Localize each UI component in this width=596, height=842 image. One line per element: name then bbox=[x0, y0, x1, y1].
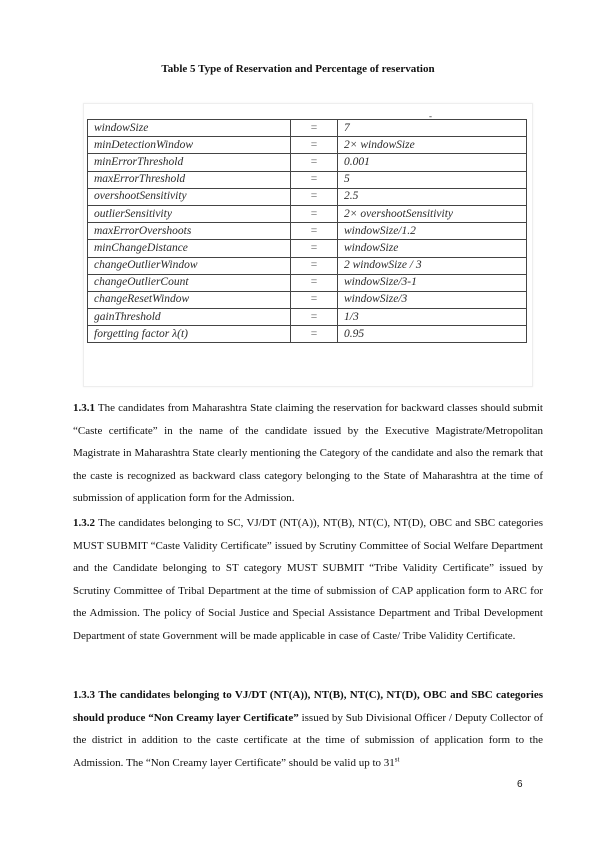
parameter-value: 5 bbox=[338, 171, 527, 188]
parameter-value: 7 bbox=[338, 120, 527, 137]
parameter-value: 2× overshootSensitivity bbox=[338, 205, 527, 222]
parameter-value: 0.95 bbox=[338, 326, 527, 343]
table-row bbox=[88, 188, 527, 205]
parameter-name: maxErrorOvershoots bbox=[88, 223, 291, 240]
equals-sign: = bbox=[291, 274, 338, 291]
parameter-value: 0.001 bbox=[338, 154, 527, 171]
parameter-table-figure bbox=[83, 103, 533, 387]
parameter-value: 1/3 bbox=[338, 309, 527, 326]
equals-sign: = bbox=[291, 154, 338, 171]
parameter-value: windowSize bbox=[338, 240, 527, 257]
table-row bbox=[88, 154, 527, 171]
table-row bbox=[88, 240, 527, 257]
table-caption: Table 5 Type of Reservation and Percentage of reservation bbox=[161, 63, 435, 75]
parameter-name: changeOutlierWindow bbox=[88, 257, 291, 274]
table-row bbox=[88, 274, 527, 291]
parameter-table bbox=[87, 119, 527, 343]
parameter-name: windowSize bbox=[88, 120, 291, 137]
paragraph-1-3-2 bbox=[73, 512, 543, 647]
date-superscript: st bbox=[394, 754, 400, 763]
parameter-name: minChangeDistance bbox=[88, 240, 291, 257]
table-row bbox=[88, 291, 527, 308]
section-number: 1.3.2 bbox=[73, 517, 95, 529]
parameter-value: windowSize/3 bbox=[338, 291, 527, 308]
table-row bbox=[88, 171, 527, 188]
parameter-name: overshootSensitivity bbox=[88, 188, 291, 205]
equals-sign: = bbox=[291, 171, 338, 188]
table-row bbox=[88, 309, 527, 326]
equals-sign: = bbox=[291, 120, 338, 137]
parameter-name: changeResetWindow bbox=[88, 291, 291, 308]
parameter-value: windowSize/1.2 bbox=[338, 223, 527, 240]
parameter-name: changeOutlierCount bbox=[88, 274, 291, 291]
table-row bbox=[88, 257, 527, 274]
section-number: 1.3.3 bbox=[73, 689, 95, 701]
section-number: 1.3.1 bbox=[73, 402, 95, 414]
paragraph-text: The candidates from Maharashtra State claiming the reservation for backward classes should submit “Caste certificate” in the name of the candidate issued by the Executive Magistrate/Metropolitan Magistrate in Maharashtra State clearly mentioning the Category of the candidate and also the remark that the caste is recognized as backward class category belonging to the State of Maharashtra at the time of submission of application form for the Admission. bbox=[73, 402, 543, 504]
parameter-name: minErrorThreshold bbox=[88, 154, 291, 171]
equals-sign: = bbox=[291, 205, 338, 222]
equals-sign: = bbox=[291, 223, 338, 240]
parameter-value: 2× windowSize bbox=[338, 137, 527, 154]
page-number: 6 bbox=[517, 779, 523, 790]
parameter-value: windowSize/3-1 bbox=[338, 274, 527, 291]
equals-sign: = bbox=[291, 326, 338, 343]
parameter-name: gainThreshold bbox=[88, 309, 291, 326]
figure-tick-mark: - bbox=[429, 111, 432, 121]
paragraph-1-3-1 bbox=[73, 397, 543, 510]
paragraph-text: issued by Sub Divisional Officer / Deputy Collector of the district in addition to the caste certificate at the time of submission of application form to the Admission. The “Non Creamy layer Certificate” should be valid up to 31 bbox=[73, 711, 543, 769]
equals-sign: = bbox=[291, 188, 338, 205]
equals-sign: = bbox=[291, 240, 338, 257]
parameter-value: 2 windowSize / 3 bbox=[338, 257, 527, 274]
table-row bbox=[88, 326, 527, 343]
paragraph-1-3-3 bbox=[73, 684, 543, 774]
parameter-name: maxErrorThreshold bbox=[88, 171, 291, 188]
paragraph-text: The candidates belonging to SC, VJ/DT (NT(A)), NT(B), NT(C), NT(D), OBC and SBC categories MUST SUBMIT “Caste Validity Certificate” issued by Scrutiny Committee of Social Welfare Department and the Candidate belonging to ST category MUST SUBMIT “Tribe Validity Certificate” issued by Scrutiny Committee of Tribal Department at the time of submission of CAP application form to ARC for the Admission. The policy of Social Justice and Special Assistance Department and Tribal Development Department of state Government will be made applicable in case of Caste/ Tribe Validity Certificate. bbox=[73, 517, 543, 642]
table-row bbox=[88, 120, 527, 137]
parameter-value: 2.5 bbox=[338, 188, 527, 205]
equals-sign: = bbox=[291, 309, 338, 326]
parameter-name: forgetting factor λ(t) bbox=[88, 326, 291, 343]
table-row bbox=[88, 137, 527, 154]
paragraph-lead-bold: The candidates belonging to VJ/DT (NT(A)), NT(B), NT(C), NT(D), OBC and SBC categories should produce “Non Creamy layer Certificate” bbox=[73, 689, 543, 724]
equals-sign: = bbox=[291, 257, 338, 274]
parameter-name: minDetectionWindow bbox=[88, 137, 291, 154]
table-row bbox=[88, 223, 527, 240]
table-row bbox=[88, 205, 527, 222]
equals-sign: = bbox=[291, 291, 338, 308]
equals-sign: = bbox=[291, 137, 338, 154]
parameter-name: outlierSensitivity bbox=[88, 205, 291, 222]
